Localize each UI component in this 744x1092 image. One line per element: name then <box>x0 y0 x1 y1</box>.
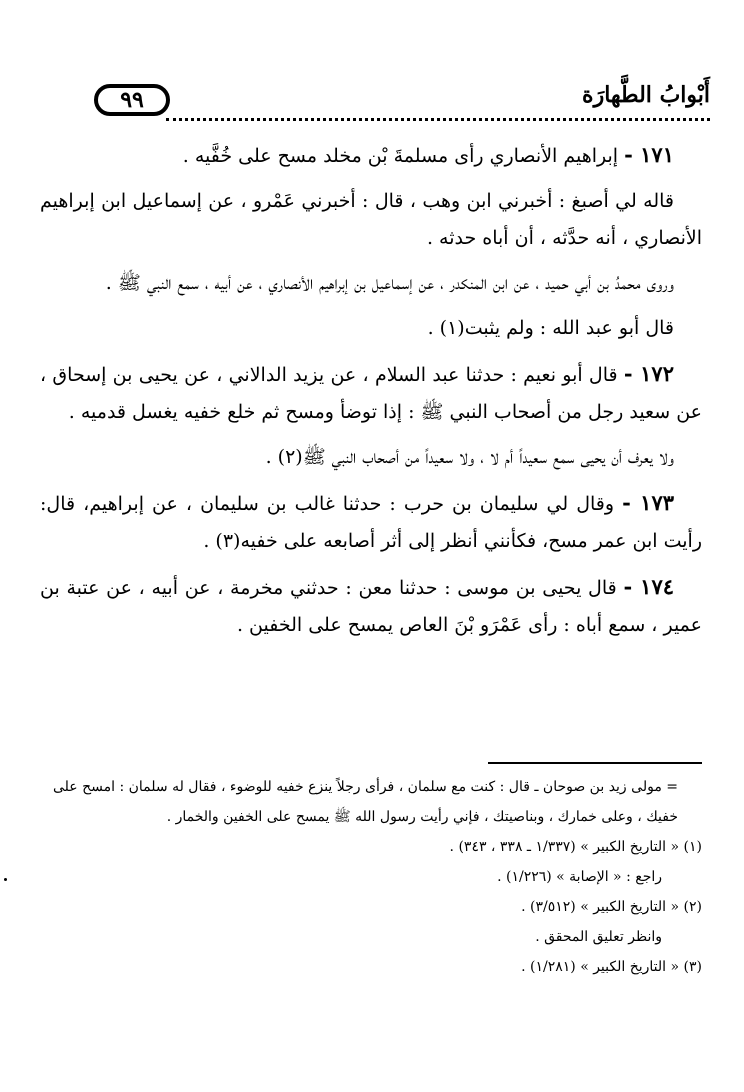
page-header <box>94 80 710 124</box>
paragraph-text: وروى محمدُ بن أبي حميد ، عن ابن المنكدر ، عن إسماعيل بن إبراهيم الأنصاري ، عن أبيه ، سمع النبي ﷺ . <box>105 272 674 294</box>
paragraph <box>40 265 702 302</box>
entry-text: قال يحيى بن موسى : حدثنا معن : حدثني مخرمة ، عن أبيه ، عن عتبة بن عمير ، سمع أباه : رأى عَمْرَو بْنَ العاص يمسح على الخفين . <box>40 577 702 636</box>
footnote-continuation: = مولى زيد بن صوحان ـ قال : كنت مع سلمان ، فرأى رجلاً ينزع خفيه للوضوء ، فقال له سلمان : امسح على خفيك ، وعلى خمارك ، وبناصيتك ، فإني رأيت رسول الله ﷺ يمسح على الخفين والخمار . <box>52 779 678 825</box>
paragraph-text: ولا يعرف أن يحيى سمع سعيداً أم لا ، ولا سعيداً من أصحاب النبي ﷺ(٢) . <box>265 446 674 468</box>
entry-text: قال أبو نعيم : حدثنا عبد السلام ، عن يزيد الدالاني ، عن يحيى بن إسحاق ، عن سعيد رجل من أصحاب النبي ﷺ : إذا توضأ ومسح ثم خلع خفيه يغسل قدميه . <box>40 364 702 423</box>
paragraph-text: قاله لي أصبغ : أخبرني ابن وهب ، قال : أخبرني عَمْرو ، عن إسماعيل ابن إبراهيم الأنصاري ، أنه حدَّثه ، أن أباه حدثه . <box>40 190 702 249</box>
footnote-3: (٣) « التاريخ الكبير » (١/٢٨١) . <box>521 959 702 975</box>
margin-mark <box>4 878 7 881</box>
paragraph <box>40 310 702 347</box>
entry-text: وقال لي سليمان بن حرب : حدثنا غالب بن سليمان ، عن إبراهيم، قال: رأيت ابن عمر مسح، فكأنني أنظر إلى أثر أصابعه على خفيه(٣) . <box>40 493 702 552</box>
entry-172 <box>40 355 702 431</box>
entry-171 <box>40 136 702 175</box>
page-number: ٩٩ <box>94 84 170 116</box>
footnote-2: (٢) « التاريخ الكبير » (٣/٥١٢) . <box>521 899 702 915</box>
entry-text: إبراهيم الأنصاري رأى مسلمةَ بْن مخلد مسح على خُفَّيه . <box>182 145 619 167</box>
entry-number: ١٧٣ - <box>622 490 675 515</box>
entry-174 <box>40 568 702 644</box>
header-divider <box>166 118 710 124</box>
entry-number: ١٧٤ - <box>623 574 675 599</box>
chapter-title: أَبْوابُ الطَّهارَة <box>582 82 710 108</box>
entry-number: ١٧١ - <box>624 142 674 167</box>
main-text <box>40 136 702 652</box>
entry-173 <box>40 484 702 560</box>
footnote-1-note: راجع : « الإصابة » (١/٢٢٦) . <box>497 869 662 885</box>
footnote-divider <box>488 762 702 764</box>
paragraph <box>40 183 702 257</box>
entry-number: ١٧٢ - <box>623 361 674 386</box>
paragraph <box>40 439 702 476</box>
footnote-2-note: وانظر تعليق المحقق . <box>535 929 662 945</box>
footnotes <box>40 772 702 982</box>
footnote-1: (١) « التاريخ الكبير » (١/٣٣٧ ـ ٣٣٨ ، ٣٤٣) . <box>449 839 702 855</box>
paragraph-text: قال أبو عبد الله : ولم يثبت(١) . <box>427 317 674 339</box>
